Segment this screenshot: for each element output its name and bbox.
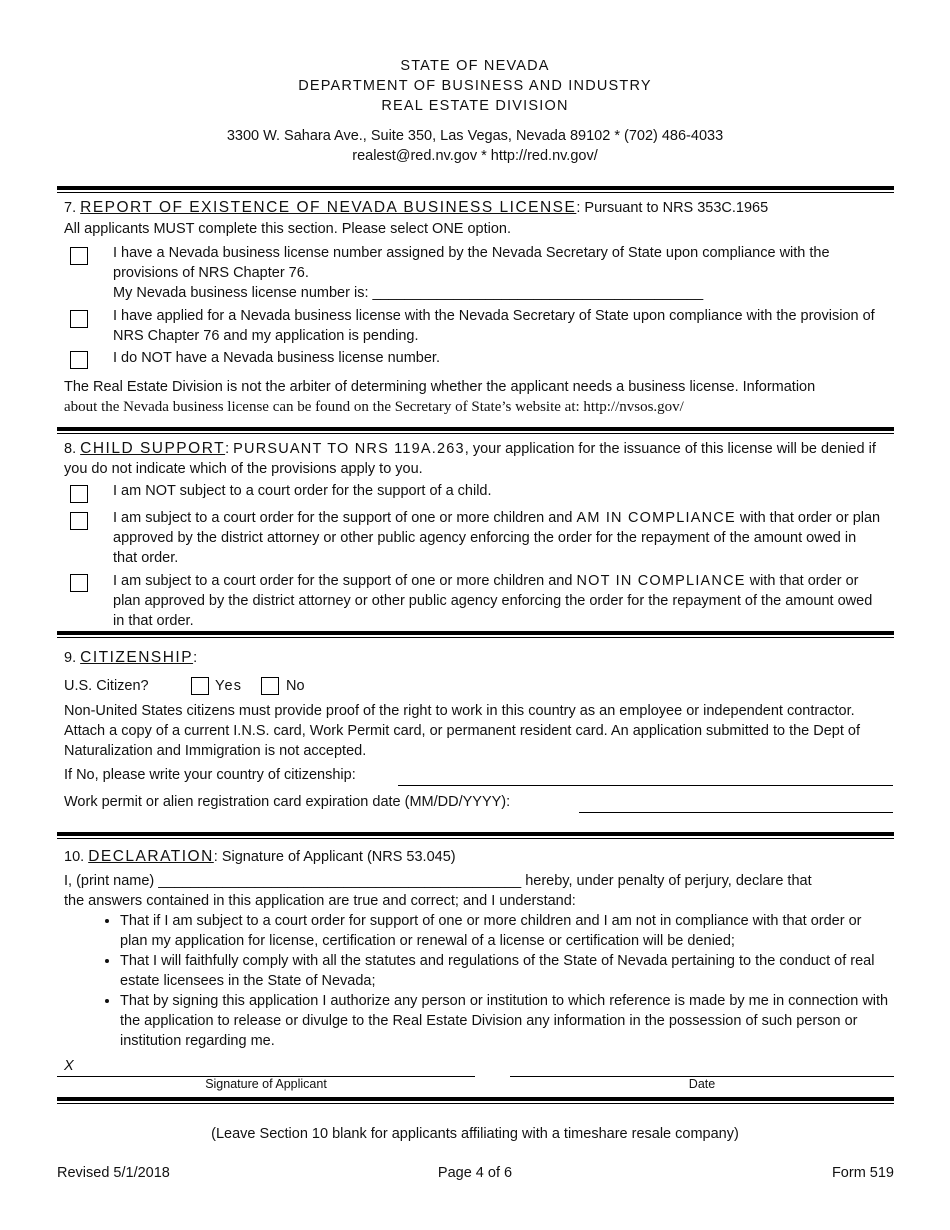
section-9-title: CITIZENSHIP bbox=[80, 649, 194, 666]
section-divider bbox=[57, 192, 894, 193]
section-divider bbox=[57, 838, 894, 839]
contact: realest@red.nv.gov * http://red.nv.gov/ bbox=[352, 148, 598, 164]
child-support-not-subject-label: I am NOT subject to a court order for the support of a child. bbox=[113, 483, 492, 499]
country-of-citizenship-field[interactable] bbox=[398, 768, 893, 786]
section-7-title: REPORT OF EXISTENCE OF NEVADA BUSINESS LICENSE bbox=[80, 199, 577, 216]
child-support-in-compliance-label: I am subject to a court order for the support of one or more children and AM IN COMPLIANCE with that order or plan approved by the district attorney or other public agency enforcing the order for the repayment of the amount owed in that order. bbox=[113, 510, 881, 566]
child-support-not-in-compliance-label: I am subject to a court order for the support of one or more children and NOT IN COMPLIANCE with that order or plan approved by the district attorney or other public agency enforcing the order for the repayment of the amount owed in that order. bbox=[113, 573, 873, 629]
citizen-yes-label: Yes bbox=[215, 678, 243, 694]
date-field[interactable] bbox=[510, 1060, 894, 1077]
print-name-field[interactable]: I, (print name) _____________________________________________ bbox=[64, 873, 522, 889]
permit-expiration-label: Work permit or alien registration card expiration date (MM/DD/YYYY): bbox=[64, 794, 511, 810]
section-7-heading: 7. REPORT OF EXISTENCE OF NEVADA BUSINESS LICENSE: Pursuant to NRS 353C.1965 bbox=[64, 199, 769, 216]
section-10-title: DECLARATION bbox=[88, 848, 214, 865]
address: 3300 W. Sahara Ave., Suite 350, Las Vegas, Nevada 89102 * (702) 486-4033 bbox=[226, 128, 724, 144]
declaration-bullets bbox=[64, 911, 890, 1051]
business-license-assigned-checkbox[interactable] bbox=[70, 247, 88, 265]
section-divider bbox=[57, 1097, 894, 1101]
section-divider bbox=[57, 1103, 894, 1104]
declaration-print-name: I, (print name) _____________________________________________ hereby, under penalty of perjury, declare that bbox=[64, 873, 812, 889]
child-support-in-compliance-checkbox[interactable] bbox=[70, 512, 88, 530]
no-business-license-checkbox[interactable] bbox=[70, 351, 88, 369]
business-license-note-2: about the Nevada business license can be found on the Secretary of State’s website at: http://nvsos.gov/ bbox=[64, 399, 684, 415]
declaration-bullet: • That by signing this application I authorize any person or institution to which reference is made by me in connection with the application to release or divulge to the Real Estate Division any information in the possession of such person or institution regarding me. bbox=[120, 991, 890, 1051]
child-support-not-subject-checkbox[interactable] bbox=[70, 485, 88, 503]
page-number: Page 4 of 6 bbox=[437, 1165, 513, 1181]
division-title: REAL ESTATE DIVISION bbox=[381, 98, 569, 114]
section-divider bbox=[57, 427, 894, 431]
business-license-assigned-label: I have a Nevada business license number assigned by the Nevada Secretary of State upon compliance with the provisions of NRS Chapter 76. My Nevada business license number is: _________________________________________ bbox=[113, 243, 883, 303]
state-title: STATE OF NEVADA bbox=[400, 58, 550, 74]
section-divider bbox=[57, 631, 894, 635]
section-8-title: CHILD SUPPORT bbox=[80, 440, 226, 457]
signature-field[interactable] bbox=[57, 1060, 475, 1077]
section-10-heading: 10. DECLARATION: Signature of Applicant (NRS 53.045) bbox=[64, 848, 456, 865]
business-license-note-1: The Real Estate Division is not the arbiter of determining whether the applicant needs a business license. Information bbox=[64, 379, 816, 395]
business-license-pending-checkbox[interactable] bbox=[70, 310, 88, 328]
timeshare-note: (Leave Section 10 blank for applicants affiliating with a timeshare resale company) bbox=[211, 1126, 739, 1142]
section-divider bbox=[57, 832, 894, 836]
business-license-number-line[interactable]: My Nevada business license number is: _________________________________________ bbox=[113, 285, 704, 301]
section-7-instructions: All applicants MUST complete this section. Please select ONE option. bbox=[64, 221, 512, 237]
signature-x-mark: X bbox=[64, 1058, 74, 1074]
declaration-intro: the answers contained in this application are true and correct; and I understand: bbox=[64, 893, 576, 909]
citizen-yes-checkbox[interactable] bbox=[191, 677, 209, 695]
no-business-license-label: I do NOT have a Nevada business license number. bbox=[113, 350, 440, 366]
section-9-heading: 9. CITIZENSHIP: bbox=[64, 649, 198, 666]
child-support-not-in-compliance-checkbox[interactable] bbox=[70, 574, 88, 592]
citizen-no-label: No bbox=[286, 678, 305, 694]
permit-expiration-field[interactable] bbox=[579, 795, 893, 813]
date-label: Date bbox=[688, 1077, 716, 1091]
business-license-pending-label: I have applied for a Nevada business license with the Nevada Secretary of State upon compliance with the provision of NRS Chapter 76 and my application is pending. bbox=[113, 308, 875, 344]
country-of-citizenship-label: If No, please write your country of citizenship: bbox=[64, 767, 356, 783]
declaration-bullet: • That I will faithfully comply with all the statutes and regulations of the State of Nevada pertaining to the conduct of real estate licensees in the State of Nevada; bbox=[120, 951, 890, 991]
citizenship-instructions: Non-United States citizens must provide proof of the right to work in this country as an employee or independent contractor. Attach a copy of a current I.N.S. card, Work Permit card, or permanent resident card. An application submitted to the Dept of Naturalization and Immigration is not accepted. bbox=[64, 703, 861, 759]
section-divider bbox=[57, 637, 894, 638]
form-number: Form 519 bbox=[831, 1165, 894, 1181]
declaration-bullet: • That if I am subject to a court order for support of one or more children and I am not in compliance with that order or plan my application for license, certification or renewal of a license or certification will be denied; bbox=[120, 911, 890, 951]
citizen-no-checkbox[interactable] bbox=[261, 677, 279, 695]
us-citizen-question: U.S. Citizen? bbox=[64, 678, 149, 694]
section-8-heading: 8. CHILD SUPPORT: PURSUANT TO NRS 119A.263, your application for the issuance of this license will be denied if you do not indicate which of the provisions apply to you. bbox=[64, 440, 876, 477]
section-divider bbox=[57, 186, 894, 190]
revised-date: Revised 5/1/2018 bbox=[57, 1165, 170, 1181]
section-divider bbox=[57, 433, 894, 434]
signature-label: Signature of Applicant bbox=[205, 1077, 327, 1091]
department-title: DEPARTMENT OF BUSINESS AND INDUSTRY bbox=[298, 78, 652, 94]
